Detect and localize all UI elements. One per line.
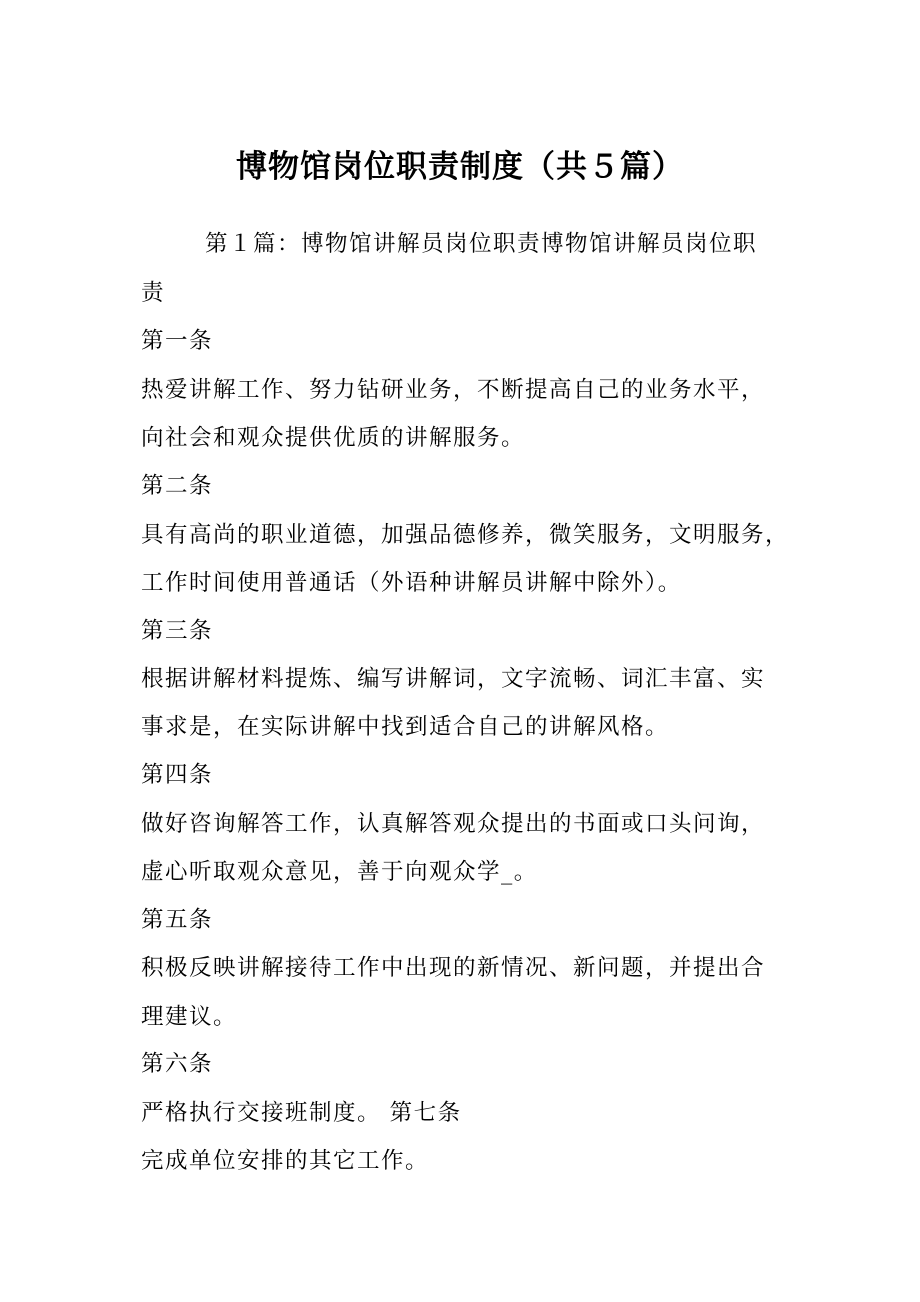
article-heading-line-1: 第１篇：博物馆讲解员岗位职责博物馆讲解员岗位职 xyxy=(205,231,758,257)
clause-4-line-1: 做好咨询解答工作，认真解答观众提出的书面或口头问询， xyxy=(141,811,766,837)
clause-1-line-1: 热爱讲解工作、努力钻研业务，不断提高自己的业务水平， xyxy=(141,377,766,403)
clause-2-line-1: 具有高尚的职业道德，加强品德修养，微笑服务，文明服务， xyxy=(141,522,790,548)
clause-1-line-2: 向社会和观众提供优质的讲解服务。 xyxy=(141,425,526,451)
clause-2-line-2: 工作时间使用普通话（外语种讲解员讲解中除外）。 xyxy=(141,570,682,596)
clause-4-line-2: 虚心听取观众意见，善于向观众学_。 xyxy=(141,859,538,885)
clause-label-4: 第四条 xyxy=(141,762,214,788)
clause-3-line-2: 事求是，在实际讲解中找到适合自己的讲解风格。 xyxy=(141,714,670,740)
clause-6-line-1: 严格执行交接班制度。 第七条 xyxy=(141,1100,462,1126)
article-heading-line-2: 责 xyxy=(141,280,166,306)
clause-5-line-2: 理建议。 xyxy=(141,1004,238,1030)
document-title: 博物馆岗位职责制度（共５篇） xyxy=(236,149,684,185)
clause-label-2: 第二条 xyxy=(141,473,214,499)
clause-5-line-1: 积极反映讲解接待工作中出现的新情况、新问题，并提出合 xyxy=(141,955,766,981)
clause-label-3: 第三条 xyxy=(141,618,214,644)
clause-3-line-1: 根据讲解材料提炼、编写讲解词，文字流畅、词汇丰富、实 xyxy=(141,666,766,692)
clause-label-1: 第一条 xyxy=(141,328,214,354)
clause-label-6: 第六条 xyxy=(141,1051,214,1077)
final-clause-line: 完成单位安排的其它工作。 xyxy=(141,1148,430,1174)
clause-label-5: 第五条 xyxy=(141,907,214,933)
